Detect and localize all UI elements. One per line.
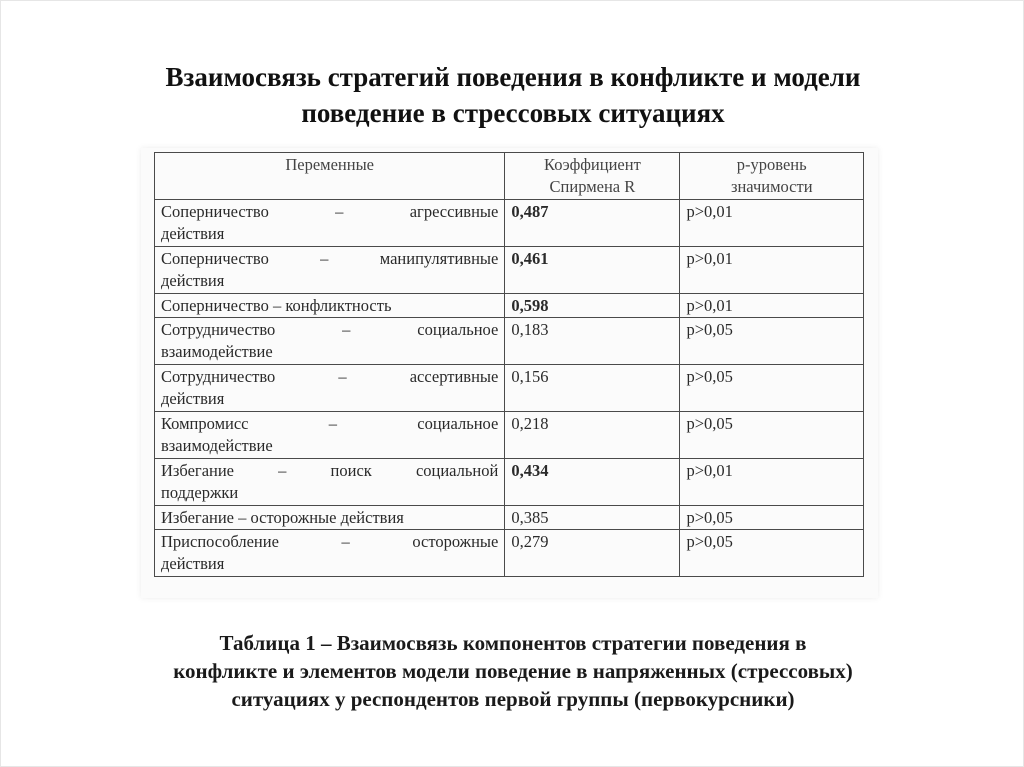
header-variables — [155, 153, 505, 200]
cell-variable-line-1: Компромисс – социальное — [161, 414, 499, 433]
cell-p-value: p>0,05 — [680, 506, 864, 530]
cell-variable-line-1: Соперничество – агрессивные — [161, 202, 499, 221]
cell-variable — [155, 459, 505, 506]
table-row — [155, 506, 864, 530]
cell-coefficient: 0,434 — [505, 459, 680, 506]
cell-variable — [155, 365, 505, 412]
cell-p-value: p>0,05 — [680, 530, 864, 577]
cell-p-value: p>0,01 — [680, 200, 864, 247]
cell-variable — [155, 247, 505, 294]
header-coefficient-line-2: Спирмена R — [549, 177, 636, 196]
table-caption — [61, 629, 965, 713]
cell-variable-line-1: Избегание – поиск социальной — [161, 461, 499, 480]
header-coefficient-line-1: Коэффициент — [544, 155, 641, 174]
cell-variable-line-1: Приспособление – осторожные — [161, 532, 499, 551]
correlation-table — [154, 152, 864, 577]
caption-line-2: конфликте и элементов модели поведение в напряженных (стрессовых) — [173, 659, 853, 683]
table-row — [155, 247, 864, 294]
cell-coefficient: 0,218 — [505, 412, 680, 459]
cell-coefficient: 0,598 — [505, 294, 680, 318]
cell-variable — [155, 200, 505, 247]
table-header-row — [155, 153, 864, 200]
cell-variable-line-1: Соперничество – манипулятивные — [161, 249, 499, 268]
table-row — [155, 459, 864, 506]
cell-coefficient: 0,461 — [505, 247, 680, 294]
cell-p-value: p>0,01 — [680, 294, 864, 318]
cell-p-value: p>0,05 — [680, 412, 864, 459]
cell-variable-line-2: действия — [161, 271, 225, 290]
table-row — [155, 412, 864, 459]
header-p-level-line-2: значимости — [730, 177, 813, 196]
slide-title-line-1: Взаимосвязь стратегий поведения в конфликте и модели — [165, 62, 861, 92]
table-row — [155, 318, 864, 365]
cell-p-value: p>0,05 — [680, 318, 864, 365]
cell-coefficient: 0,156 — [505, 365, 680, 412]
cell-coefficient: 0,385 — [505, 506, 680, 530]
table-row — [155, 200, 864, 247]
cell-variable — [155, 318, 505, 365]
cell-p-value: p>0,01 — [680, 247, 864, 294]
cell-coefficient: 0,183 — [505, 318, 680, 365]
cell-variable-line-2: взаимодействие — [161, 436, 273, 455]
table-row — [155, 365, 864, 412]
cell-variable-line-2: взаимодействие — [161, 342, 273, 361]
cell-variable: Соперничество – конфликтность — [155, 294, 505, 318]
cell-variable — [155, 412, 505, 459]
cell-variable-line-2: действия — [161, 554, 225, 573]
cell-coefficient: 0,487 — [505, 200, 680, 247]
header-p-level — [680, 153, 864, 200]
table-row — [155, 530, 864, 577]
cell-variable: Избегание – осторожные действия — [155, 506, 505, 530]
header-coefficient — [505, 153, 680, 200]
table-row — [155, 294, 864, 318]
cell-variable-line-2: поддержки — [161, 483, 239, 502]
cell-p-value: p>0,01 — [680, 459, 864, 506]
cell-variable-line-1: Сотрудничество – ассертивные — [161, 367, 499, 386]
cell-variable — [155, 530, 505, 577]
header-p-level-line-1: р-уровень — [736, 155, 807, 174]
caption-line-1: Таблица 1 – Взаимосвязь компонентов стратегии поведения в — [219, 631, 807, 655]
slide-title-line-2: поведение в стрессовых ситуациях — [301, 98, 725, 128]
table-image — [141, 148, 878, 598]
cell-variable-line-2: действия — [161, 224, 225, 243]
slide-title — [41, 59, 985, 131]
caption-line-3: ситуациях у респондентов первой группы (первокурсники) — [231, 687, 795, 711]
cell-p-value: p>0,05 — [680, 365, 864, 412]
cell-variable-line-2: действия — [161, 389, 225, 408]
header-variables-label: Переменные — [285, 155, 374, 174]
cell-coefficient: 0,279 — [505, 530, 680, 577]
cell-variable-line-1: Сотрудничество – социальное — [161, 320, 499, 339]
